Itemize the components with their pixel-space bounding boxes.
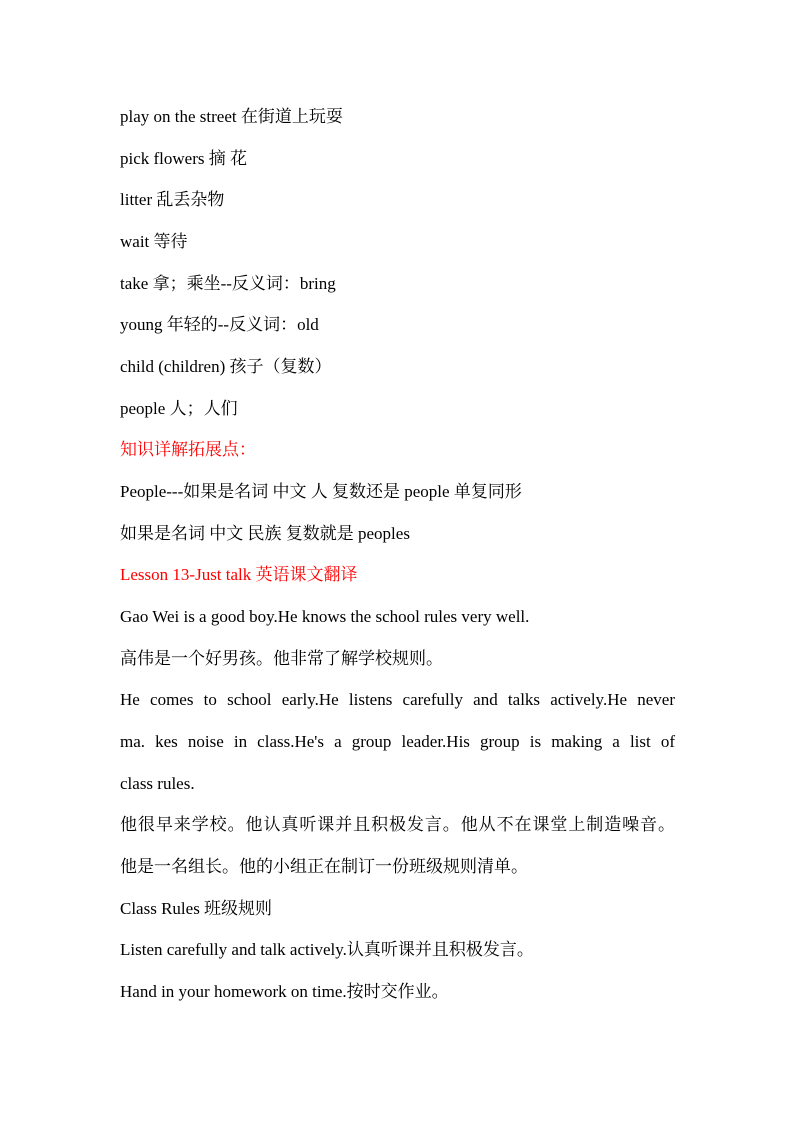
vocab-wait: wait 等待 [120, 232, 188, 251]
lesson-heading: Lesson 13-Just talk 英语课文翻译 [120, 565, 358, 584]
knowledge-heading: 知识详解拓展点： [120, 440, 256, 459]
text-english-1: Gao Wei is a good boy.He knows the school rules very well. [120, 607, 530, 626]
vocab-pick-flowers: pick flowers 摘 花 [120, 149, 248, 168]
text-english-2b: ma. kes noise in class.He's a group leader.His group is making a list of [120, 732, 675, 751]
vocab-litter: litter 乱丢杂物 [120, 190, 225, 209]
text-english-2c: class rules. [120, 774, 195, 793]
class-rules-heading: Class Rules 班级规则 [120, 899, 273, 918]
vocab-young: young 年轻的--反义词：old [120, 315, 319, 334]
vocab-child: child (children) 孩子（复数） [120, 357, 332, 376]
note-people-plural: People---如果是名词 中文 人 复数还是 people 单复同形 [120, 482, 522, 501]
text-english-2a: He comes to school early.He listens carefully and talks actively.He never [120, 690, 675, 709]
vocab-people: people 人；人们 [120, 399, 238, 418]
rule-listen: Listen carefully and talk actively.认真听课并且积极发言。 [120, 940, 534, 959]
text-chinese-2a: 他很早来学校。他认真听课并且积极发言。他从不在课堂上制造噪音。 [120, 815, 675, 834]
rule-homework: Hand in your homework on time.按时交作业。 [120, 982, 449, 1001]
vocab-play-on-the-street: play on the street 在街道上玩耍 [120, 107, 343, 126]
vocab-take: take 拿；乘坐--反义词：bring [120, 274, 336, 293]
text-chinese-2b: 他是一名组长。他的小组正在制订一份班级规则清单。 [120, 857, 528, 876]
note-peoples-plural: 如果是名词 中文 民族 复数就是 peoples [120, 524, 410, 543]
text-chinese-1: 高伟是一个好男孩。他非常了解学校规则。 [120, 649, 443, 668]
